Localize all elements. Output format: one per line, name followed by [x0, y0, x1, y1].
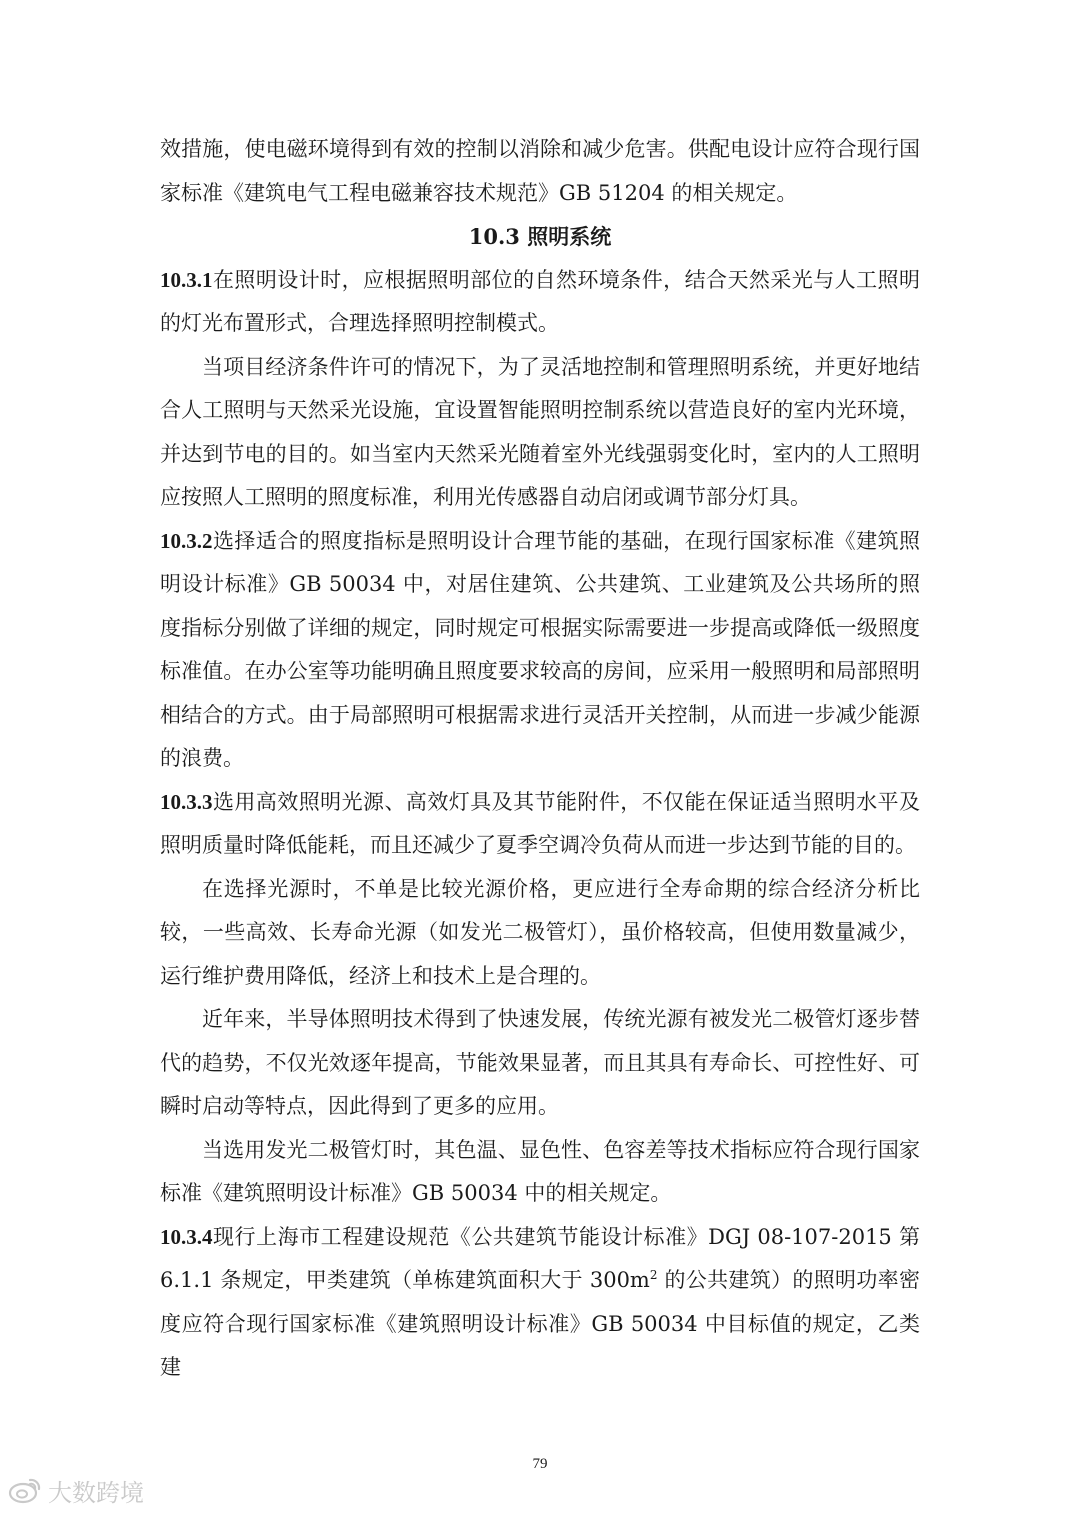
- watermark-text: 大数跨境: [48, 1478, 144, 1507]
- clause-number: 10.3.4: [160, 1224, 213, 1249]
- clause-text: 选用高效照明光源、高效灯具及其节能附件，不仅能在保证适当照明水平及照明质量时降低能耗，而且还减少了夏季空调冷负荷从而进一步达到节能的目的。: [160, 789, 920, 857]
- watermark: [8, 1470, 144, 1510]
- page-number: 79: [532, 1456, 548, 1472]
- clause-text: 在照明设计时，应根据照明部位的自然环境条件，结合天然采光与人工照明的灯光布置形式，合理选择照明控制模式。: [160, 267, 920, 335]
- clause-number: 10.3.2: [160, 528, 213, 553]
- paragraph-10-3-1-b: 当项目经济条件许可的情况下，为了灵活地控制和管理照明系统，并更好地结合人工照明与天然采光设施，宜设置智能照明控制系统以营造良好的室内光环境，并达到节电的目的。如当室内天然采光随着室外光线强弱变化时，室内的人工照明应按照人工照明的照度标准，利用光传感器自动启闭或调节部分灯具。: [160, 354, 920, 509]
- clause-text-part-b: 的公共建筑）的照明功率密度应符合现行国家标准《建筑照明设计标准》GB 50034 中目标值的规定，乙类建: [160, 1268, 920, 1379]
- clause-10-3-2: [160, 520, 920, 781]
- clause-number: 10.3.1: [160, 267, 213, 292]
- paragraph-10-3-3-b: 在选择光源时，不单是比较光源价格，更应进行全寿命期的综合经济分析比较，一些高效、长寿命光源（如发光二极管灯），虽价格较高，但使用数量减少，运行维护费用降低，经济上和技术上是合理的。: [160, 876, 920, 988]
- clause-text-part-a: 现行上海市工程建设规范《公共建筑节能设计标准》DGJ 08-107-2015 第 6.1.1 条规定，甲类建筑（单栋建筑面积大于 300m: [160, 1224, 920, 1292]
- paragraph-intro: 效措施，使电磁环境得到有效的控制以消除和减少危害。供配电设计应符合现行国家标准《建筑电气工程电磁兼容技术规范》GB 51204 的相关规定。: [160, 137, 920, 205]
- section-heading: 10.3 照明系统: [468, 224, 612, 249]
- page-content: [160, 128, 920, 1390]
- clause-10-3-4: [160, 1216, 920, 1390]
- clause-number: 10.3.3: [160, 789, 213, 814]
- clause-10-3-3: [160, 781, 920, 868]
- clause-text: 选择适合的照度指标是照明设计合理节能的基础，在现行国家标准《建筑照明设计标准》GB 50034 中，对居住建筑、公共建筑、工业建筑及公共场所的照度指标分别做了详细的规定，同时规定可根据实际需要进一步提高或降低一级照度标准值。在办公室等功能明确且照度要求较高的房间，应采用一般照明和局部照明相结合的方式。由于局部照明可根据需求进行灵活开关控制，从而进一步减少能源的浪费。: [160, 528, 920, 770]
- paragraph-10-3-3-d: 当选用发光二极管灯时，其色温、显色性、色容差等技术指标应符合现行国家标准《建筑照明设计标准》GB 50034 中的相关规定。: [160, 1137, 920, 1205]
- paragraph-10-3-3-c: 近年来，半导体照明技术得到了快速发展，传统光源有被发光二极管灯逐步替代的趋势，不仅光效逐年提高，节能效果显著，而且其具有寿命长、可控性好、可瞬时启动等特点，因此得到了更多的应用。: [160, 1007, 920, 1118]
- clause-10-3-1: [160, 259, 920, 346]
- weibo-logo-icon: [8, 1476, 42, 1504]
- superscript: 2: [649, 1268, 658, 1282]
